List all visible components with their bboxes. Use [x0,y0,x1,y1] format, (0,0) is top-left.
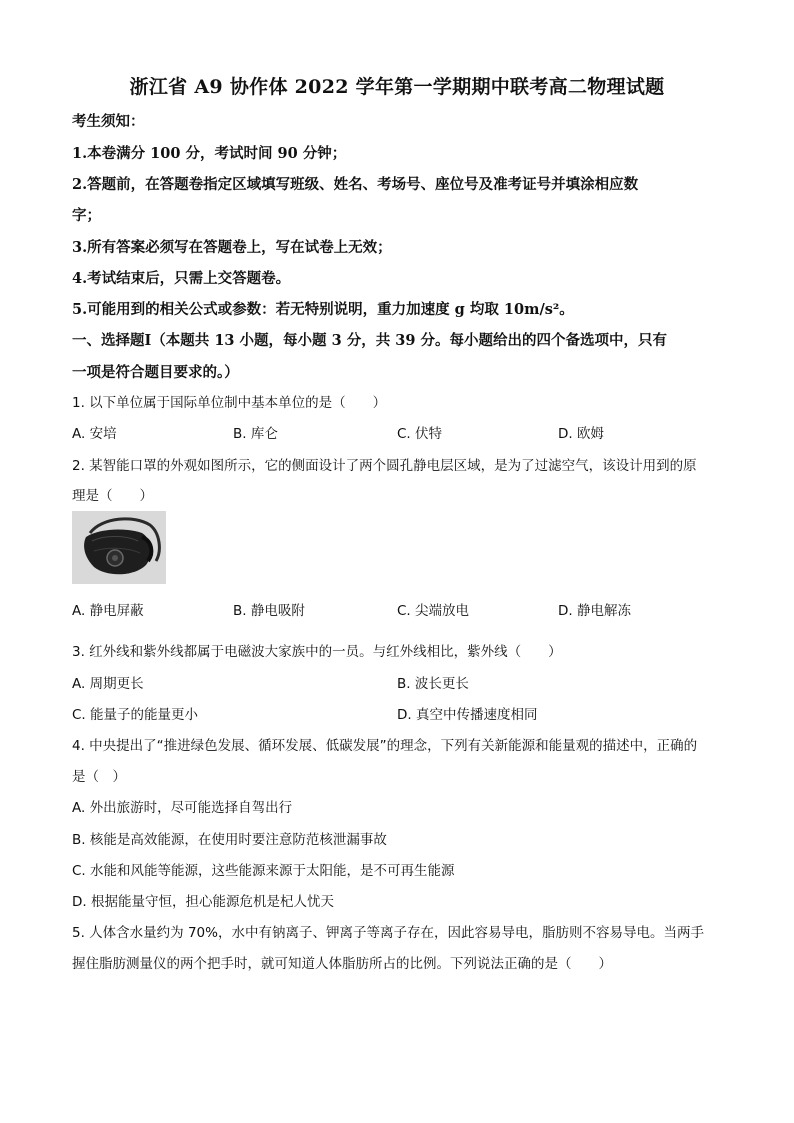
smart-mask-photo [72,511,166,584]
question-2-option-d: D. 静电解冻 [558,603,631,619]
question-2-stem-line1: 2. 某智能口罩的外观如图所示，它的侧面设计了两个圆孔静电层区域，是为了过滤空气，该设计用到的原 [72,458,697,474]
question-4-stem-line1: 4. 中央提出了“推进绿色发展、循环发展、低碳发展”的理念，下列有关新能源和能量观的描述中，正确的 [72,738,698,754]
question-1-option-d: D. 欧姆 [558,426,604,442]
question-3-stem: 3. 红外线和紫外线都属于电磁波大家族中的一员。与红外线相比，紫外线（ ） [72,644,562,660]
question-1-option-a: A. 安培 [72,426,117,442]
notice-item-4: 4.考试结束后，只需上交答题卷。 [72,270,291,287]
notice-item-1: 1.本卷满分 100 分，考试时间 90 分钟； [72,145,347,162]
notice-item-2: 2.答题前，在答题卷指定区域填写班级、姓名、考场号、座位号及准考证号并填涂相应数 [72,176,639,193]
notice-item-5: 5.可能用到的相关公式或参数：若无特别说明，重力加速度 g 均取 10m/s²。 [72,301,574,318]
notice-heading: 考生须知： [72,113,145,130]
question-4-option-b: B. 核能是高效能源，在使用时要注意防范核泄漏事故 [72,832,387,848]
question-2-option-b: B. 静电吸附 [233,603,305,619]
question-3-option-d: D. 真空中传播速度相同 [397,707,538,723]
question-3-option-c: C. 能量子的能量更小 [72,707,199,723]
question-1-option-c: C. 伏特 [397,426,443,442]
question-2-option-a: A. 静电屏蔽 [72,603,144,619]
question-3-option-a: A. 周期更长 [72,676,144,692]
section-heading-line1: 一、选择题Ⅰ（本题共 13 小题，每小题 3 分，共 39 分。每小题给出的四个备选项中，只有 [72,332,668,349]
notice-item-3: 3.所有答案必须写在答题卷上，写在试卷上无效； [72,239,392,256]
notice-item-2-cont: 字； [72,207,101,224]
question-1-option-b: B. 库仑 [233,426,278,442]
question-1-stem: 1. 以下单位属于国际单位制中基本单位的是（ ） [72,395,387,411]
page-title: 浙江省 A9 协作体 2022 学年第一学期期中联考高二物理试题 [129,76,665,98]
question-2-stem-line2: 理是（ ） [72,488,153,504]
question-4-option-d: D. 根据能量守恒，担心能源危机是杞人忧天 [72,894,334,910]
question-4-option-c: C. 水能和风能等能源，这些能源来源于太阳能，是不可再生能源 [72,863,455,879]
question-4-stem-line2: 是（ ） [72,769,126,785]
question-3-option-b: B. 波长更长 [397,676,469,692]
section-heading-line2: 一项是符合题目要求的。） [72,364,239,381]
question-5-stem-line2: 握住脂肪测量仪的两个把手时，就可知道人体脂肪所占的比例。下列说法正确的是（ ） [72,956,612,972]
question-2-option-c: C. 尖端放电 [397,603,470,619]
question-5-stem-line1: 5. 人体含水量约为 70%，水中有钠离子、钾离子等离子存在，因此容易导电，脂肪则不容易导电。当两手 [72,925,704,941]
question-4-option-a: A. 外出旅游时，尽可能选择自驾出行 [72,800,293,816]
